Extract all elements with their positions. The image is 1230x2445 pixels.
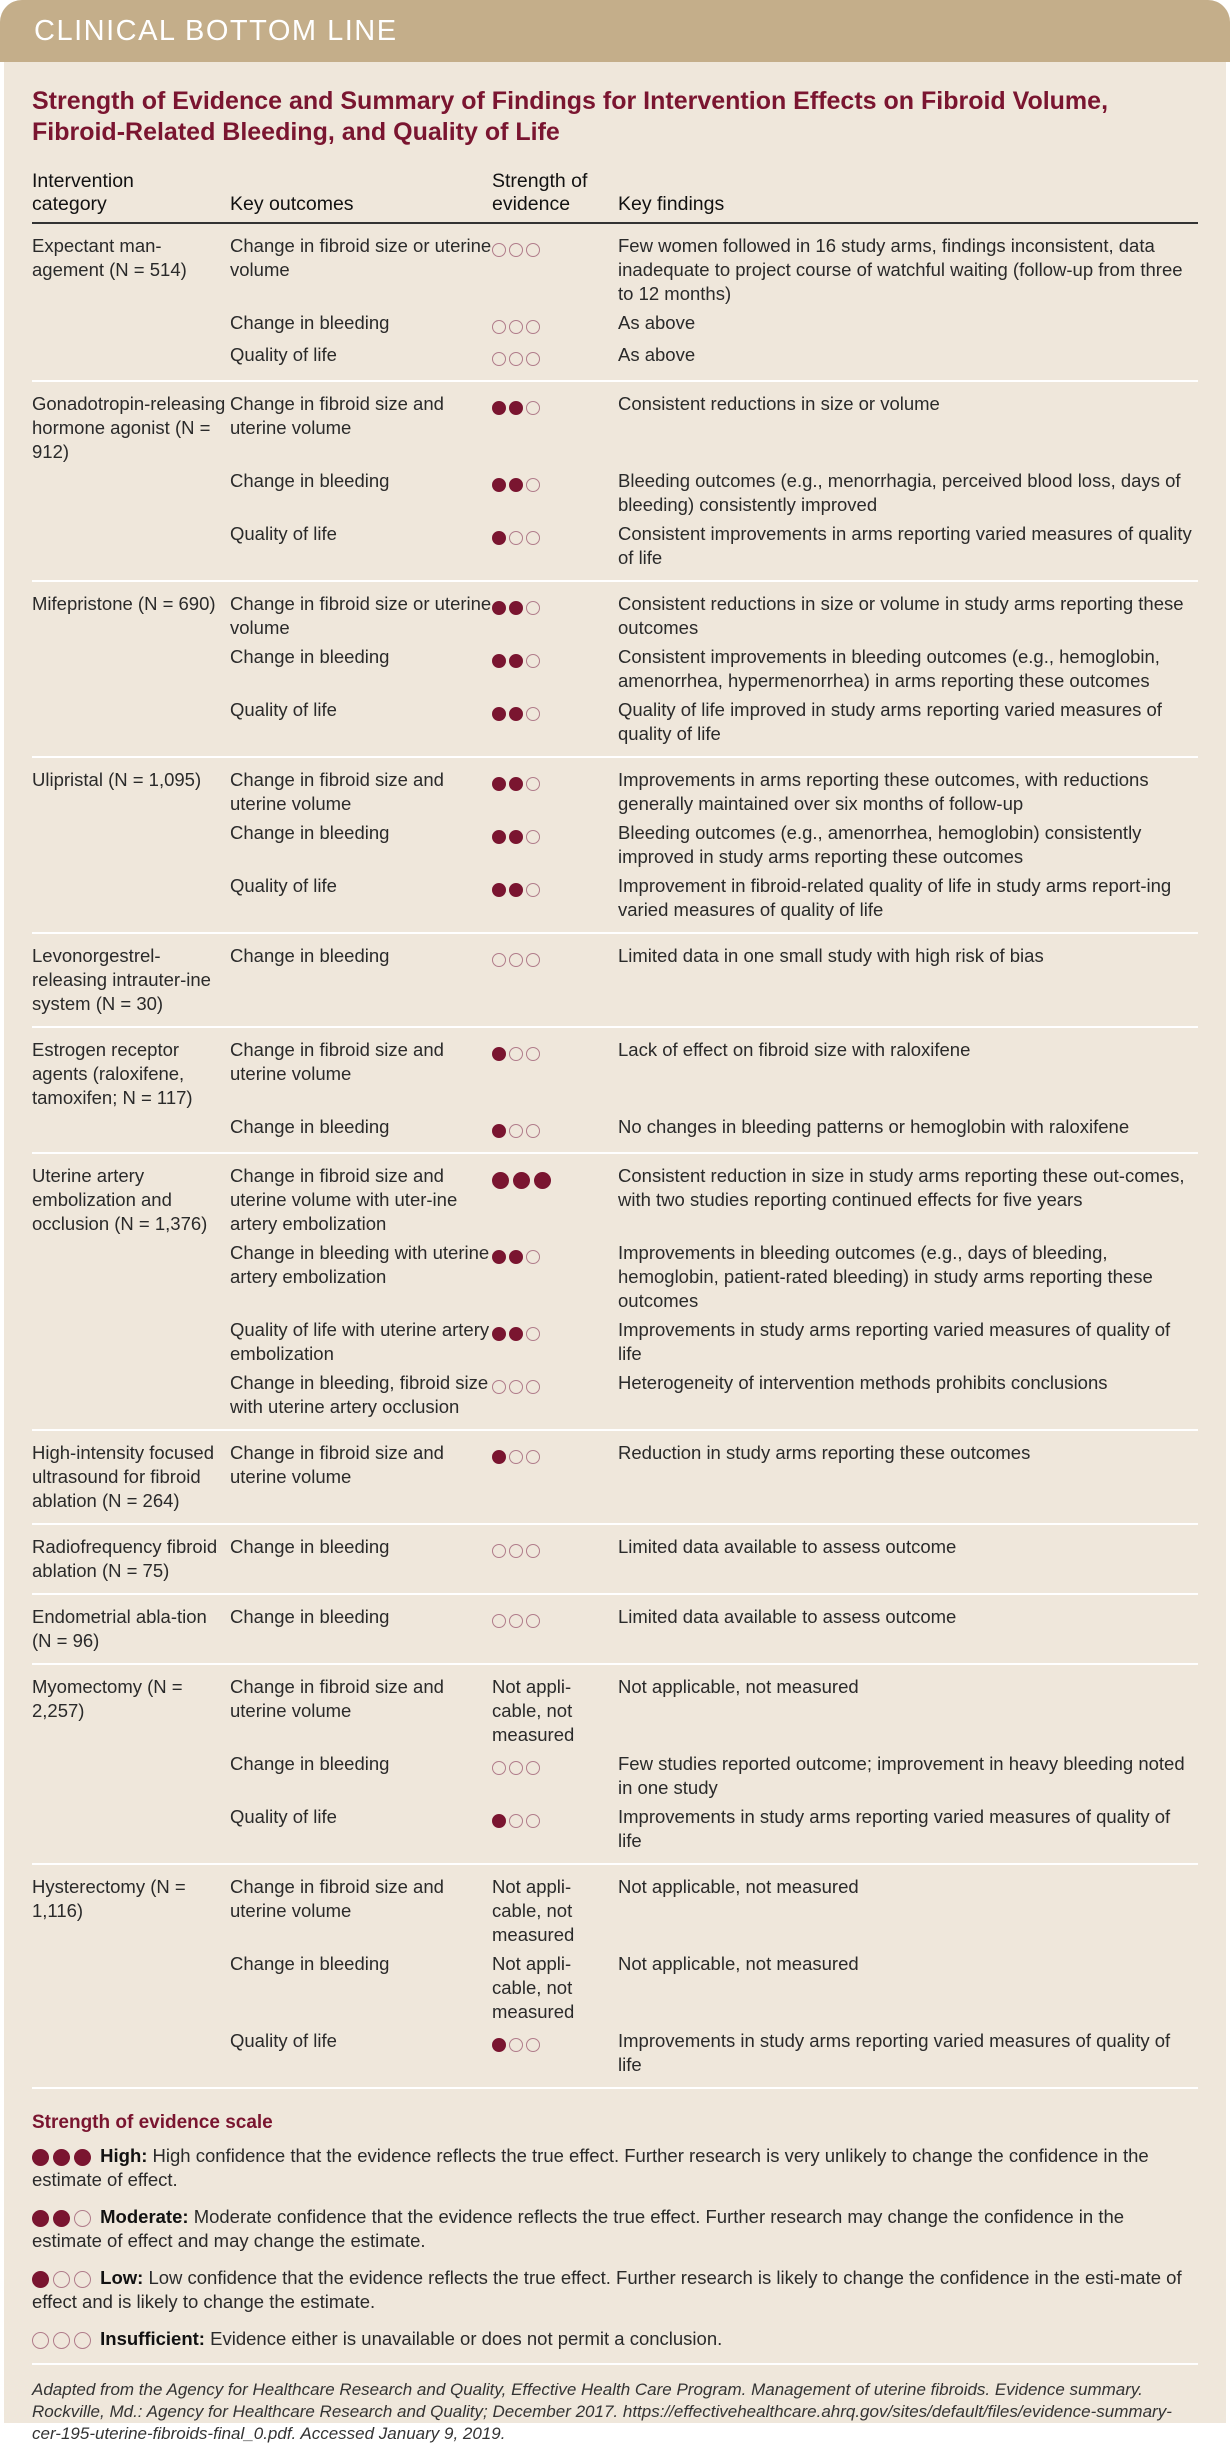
key-finding: Improvements in study arms reporting varied measures of quality of life [618, 1800, 1198, 1864]
empty-circle-icon [74, 2332, 91, 2349]
empty-circle-icon [509, 1544, 523, 1558]
key-outcome: Change in bleeding [230, 933, 492, 1027]
strength-rating [492, 469, 543, 496]
key-finding: Improvements in study arms reporting varied measures of quality of life [618, 1319, 1171, 1364]
strength-of-evidence [492, 757, 618, 816]
strength-of-evidence [492, 1153, 618, 1236]
empty-circle-icon [526, 1250, 540, 1264]
filled-circle-icon [492, 830, 506, 844]
empty-circle-icon [526, 1327, 540, 1341]
filled-circle-icon [509, 654, 523, 668]
empty-circle-icon [526, 953, 540, 967]
key-outcome: Change in bleeding [230, 470, 390, 491]
strength-of-evidence [492, 223, 618, 306]
table-row [32, 1366, 1198, 1430]
intervention-category: Estrogen receptor agents (raloxifene, tamoxifen; N = 117) [32, 1039, 193, 1108]
key-outcome: Change in fibroid size and uterine volume [230, 1430, 492, 1524]
empty-circle-icon [526, 1814, 540, 1828]
table-row [32, 464, 1198, 517]
table-row [32, 1664, 1198, 1747]
filled-circle-icon [492, 777, 506, 791]
column-header-strength: Strength of evidence [492, 170, 618, 223]
empty-circle-icon [526, 707, 540, 721]
strength-rating [492, 1371, 543, 1398]
strength-of-evidence [492, 1524, 618, 1594]
table-row [32, 640, 1198, 693]
key-finding: Limited data available to assess outcome [618, 1594, 1198, 1664]
empty-circle-icon [526, 243, 540, 257]
filled-circle-icon [509, 1327, 523, 1341]
filled-circle-icon [492, 1124, 506, 1138]
intervention-category [32, 640, 230, 693]
intervention-category [32, 1366, 230, 1430]
key-finding: Heterogeneity of intervention methods prohibits conclusions [618, 1366, 1198, 1430]
key-outcome: Change in fibroid size or uterine volume [230, 235, 492, 280]
filled-circle-icon [492, 654, 506, 668]
key-finding: Consistent reduction in size in study arms reporting these out-comes, with two studies reporting continued effects for five years [618, 1165, 1185, 1210]
empty-circle-icon [526, 478, 540, 492]
key-outcome: Change in fibroid size and uterine volume [230, 1039, 444, 1084]
scale-item [32, 2202, 1198, 2253]
key-finding: Consistent improvements in arms reporting varied measures of quality of life [618, 517, 1198, 581]
intervention-category: Uterine artery embolization and occlusion (N = 1,376) [32, 1165, 208, 1234]
strength-of-evidence [492, 1800, 618, 1864]
intervention-category [32, 816, 230, 869]
empty-circle-icon [526, 777, 540, 791]
intervention-category [32, 338, 230, 381]
key-outcome: Change in fibroid size or uterine volume [230, 593, 492, 638]
empty-circle-icon [509, 1761, 523, 1775]
filled-circle-icon [492, 1814, 506, 1828]
scale-level-label: Insufficient: [100, 2328, 205, 2349]
key-finding: Consistent reductions in size or volume [618, 393, 940, 414]
empty-circle-icon [526, 1380, 540, 1394]
empty-circle-icon [509, 320, 523, 334]
scale-item [32, 2141, 1198, 2192]
strength-rating [492, 1241, 543, 1268]
filled-circle-icon [513, 1172, 530, 1189]
strength-rating [492, 821, 543, 848]
content-panel [4, 62, 1226, 2443]
empty-circle-icon [509, 1380, 523, 1394]
strength-of-evidence [492, 1313, 618, 1366]
strength-of-evidence [492, 306, 618, 338]
key-finding: Quality of life improved in study arms reporting varied measures of quality of life [618, 693, 1198, 757]
empty-circle-icon [492, 320, 506, 334]
filled-circle-icon [492, 1327, 506, 1341]
intervention-category [32, 1947, 230, 2024]
key-finding: As above [618, 338, 1198, 381]
filled-circle-icon [53, 2210, 70, 2227]
table-row [32, 1800, 1198, 1864]
key-finding: Consistent improvements in bleeding outcomes (e.g., hemoglobin, amenorrhea, hypermenorrhea) in arms reporting these outcomes [618, 646, 1160, 691]
filled-circle-icon [492, 707, 506, 721]
key-outcome: Change in bleeding [230, 1953, 390, 1974]
empty-circle-icon [526, 1450, 540, 1464]
evidence-table [32, 170, 1198, 2089]
key-finding: Few women followed in 16 study arms, findings inconsistent, data inadequate to project course of watchful waiting (follow-up from three to 12 months) [618, 235, 1183, 304]
strength-rating [492, 234, 543, 261]
strength-rating [492, 1115, 543, 1142]
intervention-category [32, 1800, 230, 1864]
scale-level-description: High confidence that the evidence reflects the true effect. Further research is very unlikely to change the confidence in the estimate of effect. [32, 2145, 1149, 2190]
filled-circle-icon [492, 601, 506, 615]
table-row [32, 869, 1198, 933]
strength-of-evidence [492, 1594, 618, 1664]
filled-circle-icon [32, 2210, 49, 2227]
key-outcome: Change in fibroid size and uterine volume [230, 1876, 444, 1921]
strength-of-evidence [492, 1110, 618, 1153]
header-label: CLINICAL BOTTOM LINE [34, 14, 398, 47]
table-row [32, 1524, 1198, 1594]
strength-rating [492, 874, 543, 901]
filled-circle-icon [509, 777, 523, 791]
filled-circle-icon [509, 830, 523, 844]
empty-circle-icon [509, 1450, 523, 1464]
strength-of-evidence [492, 1864, 618, 1947]
filled-circle-icon [492, 1250, 506, 1264]
not-applicable-text: Not appli-cable, not measured [492, 1876, 575, 1945]
key-outcome: Quality of life [230, 2024, 492, 2088]
key-outcome: Quality of life [230, 869, 492, 933]
empty-circle-icon [509, 953, 523, 967]
strength-rating [492, 392, 543, 419]
not-applicable-text: Not appli-cable, not measured [492, 1953, 575, 2022]
strength-rating [492, 592, 543, 619]
table-row [32, 1947, 1198, 2024]
strength-rating [492, 2029, 543, 2056]
empty-circle-icon [74, 2271, 91, 2288]
scale-level-label: Low: [100, 2267, 144, 2288]
strength-of-evidence [492, 869, 618, 933]
strength-of-evidence [492, 1236, 618, 1313]
filled-circle-icon [74, 2149, 91, 2166]
strength-rating [492, 343, 543, 370]
table-body [32, 223, 1198, 2088]
intervention-category [32, 1236, 230, 1313]
strength-of-evidence [492, 816, 618, 869]
empty-circle-icon [526, 352, 540, 366]
intervention-category [32, 1110, 230, 1153]
filled-circle-icon [492, 401, 506, 415]
key-finding: Limited data in one small study with high risk of bias [618, 933, 1198, 1027]
filled-circle-icon [509, 707, 523, 721]
empty-circle-icon [492, 1614, 506, 1628]
key-outcome: Quality of life [230, 693, 492, 757]
key-finding: No changes in bleeding patterns or hemoglobin with raloxifene [618, 1110, 1198, 1153]
filled-circle-icon [492, 478, 506, 492]
empty-circle-icon [509, 1124, 523, 1138]
empty-circle-icon [32, 2332, 49, 2349]
column-header-category: Intervention category [32, 170, 230, 223]
intervention-category [32, 464, 230, 517]
strength-rating [492, 1605, 543, 1632]
empty-circle-icon [526, 654, 540, 668]
key-outcome: Change in bleeding [230, 822, 390, 843]
table-row [32, 306, 1198, 338]
strength-rating [492, 698, 543, 725]
key-outcome: Change in fibroid size and uterine volume [230, 769, 444, 814]
key-outcome: Quality of life [230, 1800, 492, 1864]
strength-rating [32, 2324, 95, 2351]
empty-circle-icon [526, 2038, 540, 2052]
table-row [32, 581, 1198, 640]
table-title: Strength of Evidence and Summary of Findings for Intervention Effects on Fibroid Volume, Fibroid-Related Bleeding, and Quality of Life [32, 87, 1109, 146]
strength-rating [492, 311, 543, 338]
intervention-category [32, 306, 230, 338]
strength-of-evidence [492, 381, 618, 464]
table-row [32, 1027, 1198, 1110]
table-row [32, 933, 1198, 1027]
filled-circle-icon [492, 2038, 506, 2052]
table-row [32, 1153, 1198, 1236]
key-outcome: Change in bleeding [230, 312, 390, 333]
evidence-scale [32, 2111, 1198, 2351]
strength-of-evidence [492, 1027, 618, 1110]
filled-circle-icon [509, 883, 523, 897]
empty-circle-icon [492, 352, 506, 366]
table-row [32, 1594, 1198, 1664]
strength-of-evidence [492, 517, 618, 581]
scale-level-label: Moderate: [100, 2206, 189, 2227]
filled-circle-icon [53, 2149, 70, 2166]
filled-circle-icon [492, 1047, 506, 1061]
intervention-category: Levonorgestrel-releasing intrauter-ine system (N = 30) [32, 933, 230, 1027]
key-finding: Improvements in study arms reporting varied measures of quality of life [618, 2024, 1198, 2088]
empty-circle-icon [526, 401, 540, 415]
strength-rating [492, 1318, 543, 1345]
strength-rating [492, 1441, 543, 1468]
empty-circle-icon [509, 531, 523, 545]
filled-circle-icon [492, 883, 506, 897]
filled-circle-icon [534, 1172, 551, 1189]
key-outcome: Change in bleeding [230, 1594, 492, 1664]
strength-of-evidence [492, 464, 618, 517]
filled-circle-icon [492, 1172, 509, 1189]
header-bar [0, 0, 1230, 62]
empty-circle-icon [526, 883, 540, 897]
scale-item [32, 2263, 1198, 2314]
empty-circle-icon [492, 953, 506, 967]
intervention-category: Endometrial abla-tion (N = 96) [32, 1594, 230, 1664]
strength-rating [492, 1805, 543, 1832]
table-row [32, 338, 1198, 381]
strength-of-evidence [492, 1747, 618, 1800]
strength-of-evidence [492, 338, 618, 381]
scale-level-label: High: [100, 2145, 148, 2166]
key-finding: Improvements in arms reporting these outcomes, with reductions generally maintained over six months of follow-up [618, 769, 1149, 814]
source-footnote: Adapted from the Agency for Healthcare Research and Quality, Effective Health Care Program. Management of uterine fibroids. Evidence summary. Rockville, Md.: Agency for Healthcare Research and Quality; December 2017. https://effectivehealthcare.ahrq.gov/sites/default/files/evidence-summary-cer-195-uterine-fibroids-final_0.pdf. Accessed January 9, 2019. [32, 2363, 1198, 2445]
empty-circle-icon [526, 830, 540, 844]
column-header-outcomes: Key outcomes [230, 170, 492, 223]
strength-of-evidence [492, 1664, 618, 1747]
key-finding: Not applicable, not measured [618, 1676, 859, 1697]
intervention-category: Gonadotropin-releasing hormone agonist (N = 912) [32, 393, 226, 462]
intervention-category: High-intensity focused ultrasound for fibroid ablation (N = 264) [32, 1430, 230, 1524]
filled-circle-icon [32, 2271, 49, 2288]
strength-of-evidence [492, 581, 618, 640]
table-header-row [32, 170, 1198, 223]
strength-rating [32, 2202, 95, 2229]
empty-circle-icon [492, 243, 506, 257]
filled-circle-icon [509, 401, 523, 415]
key-outcome: Change in bleeding [230, 1524, 492, 1594]
empty-circle-icon [526, 1047, 540, 1061]
filled-circle-icon [509, 601, 523, 615]
key-outcome: Change in fibroid size and uterine volume [230, 393, 444, 438]
empty-circle-icon [509, 1814, 523, 1828]
table-row [32, 1430, 1198, 1524]
key-outcome: Change in bleeding [230, 1753, 390, 1774]
key-outcome: Change in fibroid size and uterine volume with uter-ine artery embolization [230, 1165, 458, 1234]
empty-circle-icon [509, 243, 523, 257]
intervention-category [32, 869, 230, 933]
table-row [32, 1110, 1198, 1153]
empty-circle-icon [53, 2271, 70, 2288]
strength-of-evidence [492, 693, 618, 757]
strength-of-evidence [492, 640, 618, 693]
intervention-category [32, 1313, 230, 1366]
column-header-findings: Key findings [618, 170, 1198, 223]
filled-circle-icon [509, 478, 523, 492]
strength-rating [492, 1038, 543, 1065]
key-finding: Not applicable, not measured [618, 1953, 859, 1974]
empty-circle-icon [526, 601, 540, 615]
scale-title: Strength of evidence scale [32, 2112, 273, 2133]
intervention-category: Radiofrequency fibroid ablation (N = 75) [32, 1524, 230, 1594]
table-row [32, 2024, 1198, 2088]
key-finding: Reduction in study arms reporting these outcomes [618, 1430, 1198, 1524]
key-outcome: Change in fibroid size and uterine volume [230, 1676, 444, 1721]
empty-circle-icon [509, 2038, 523, 2052]
table-row [32, 1236, 1198, 1313]
strength-rating [492, 1535, 543, 1562]
table-row [32, 1864, 1198, 1947]
strength-rating [32, 2141, 95, 2168]
empty-circle-icon [526, 320, 540, 334]
table-row [32, 381, 1198, 464]
not-applicable-text: Not appli-cable, not measured [492, 1676, 575, 1745]
intervention-category [32, 1747, 230, 1800]
strength-of-evidence [492, 1366, 618, 1430]
table-row [32, 1313, 1198, 1366]
intervention-category [32, 693, 230, 757]
scale-item [32, 2324, 1198, 2351]
key-finding: Improvement in fibroid-related quality of life in study arms report-ing varied measures of quality of life [618, 869, 1198, 933]
strength-of-evidence [492, 1430, 618, 1524]
key-outcome: Change in bleeding, fibroid size with uterine artery occlusion [230, 1366, 492, 1430]
strength-of-evidence [492, 2024, 618, 2088]
filled-circle-icon [492, 1450, 506, 1464]
key-finding: Bleeding outcomes (e.g., amenorrhea, hemoglobin) consistently improved in study arms reporting these outcomes [618, 822, 1142, 867]
intervention-category: Expectant man-agement (N = 514) [32, 235, 187, 280]
table-row [32, 1747, 1198, 1800]
table-row [32, 757, 1198, 816]
strength-rating [492, 1752, 543, 1779]
strength-rating [32, 2263, 95, 2290]
key-outcome: Quality of life [230, 517, 492, 581]
key-finding: Few studies reported outcome; improvement in heavy bleeding noted in one study [618, 1753, 1185, 1798]
scale-level-description: Low confidence that the evidence reflects the true effect. Further research is likely to change the confidence in the esti-mate of effect and is likely to change the estimate. [32, 2267, 1182, 2312]
empty-circle-icon [492, 1544, 506, 1558]
filled-circle-icon [32, 2149, 49, 2166]
key-finding: Limited data available to assess outcome [618, 1524, 1198, 1594]
empty-circle-icon [526, 1614, 540, 1628]
intervention-category: Hysterectomy (N = 1,116) [32, 1876, 186, 1921]
key-finding: Bleeding outcomes (e.g., menorrhagia, perceived blood loss, days of bleeding) consistently improved [618, 470, 1181, 515]
strength-rating [492, 944, 543, 971]
intervention-category: Ulipristal (N = 1,095) [32, 769, 202, 790]
key-finding: Improvements in bleeding outcomes (e.g., days of bleeding, hemoglobin, patient-rated bleeding) in study arms reporting these outcomes [618, 1242, 1153, 1311]
scale-level-description: Moderate confidence that the evidence reflects the true effect. Further research may change the confidence in the estimate of effect and may change the estimate. [32, 2206, 1125, 2251]
strength-rating [492, 522, 543, 549]
intervention-category [32, 2024, 230, 2088]
scale-items [32, 2141, 1198, 2351]
empty-circle-icon [526, 1544, 540, 1558]
empty-circle-icon [53, 2332, 70, 2349]
filled-circle-icon [492, 531, 506, 545]
table-row [32, 223, 1198, 306]
key-outcome: Change in bleeding [230, 646, 390, 667]
empty-circle-icon [526, 1761, 540, 1775]
empty-circle-icon [526, 531, 540, 545]
intervention-category: Mifepristone (N = 690) [32, 593, 216, 614]
empty-circle-icon [492, 1380, 506, 1394]
empty-circle-icon [74, 2210, 91, 2227]
empty-circle-icon [509, 1614, 523, 1628]
key-finding: Not applicable, not measured [618, 1876, 859, 1897]
key-finding: As above [618, 312, 696, 333]
key-outcome: Change in bleeding with uterine artery embolization [230, 1242, 490, 1287]
strength-rating [492, 768, 543, 795]
key-outcome: Change in bleeding [230, 1110, 492, 1153]
strength-rating [492, 645, 543, 672]
key-outcome: Quality of life with uterine artery embolization [230, 1319, 490, 1364]
intervention-category: Myomectomy (N = 2,257) [32, 1676, 183, 1721]
empty-circle-icon [509, 1047, 523, 1061]
key-finding: Lack of effect on fibroid size with raloxifene [618, 1039, 971, 1060]
empty-circle-icon [526, 1124, 540, 1138]
empty-circle-icon [492, 1761, 506, 1775]
intervention-category [32, 517, 230, 581]
empty-circle-icon [509, 352, 523, 366]
table-row [32, 517, 1198, 581]
filled-circle-icon [509, 1250, 523, 1264]
strength-of-evidence [492, 1947, 618, 2024]
table-row [32, 693, 1198, 757]
strength-of-evidence [492, 933, 618, 1027]
key-outcome: Quality of life [230, 338, 492, 381]
table-row [32, 816, 1198, 869]
scale-level-description: Evidence either is unavailable or does not permit a conclusion. [210, 2328, 723, 2349]
strength-rating [492, 1164, 555, 1191]
key-finding: Consistent reductions in size or volume in study arms reporting these outcomes [618, 593, 1184, 638]
